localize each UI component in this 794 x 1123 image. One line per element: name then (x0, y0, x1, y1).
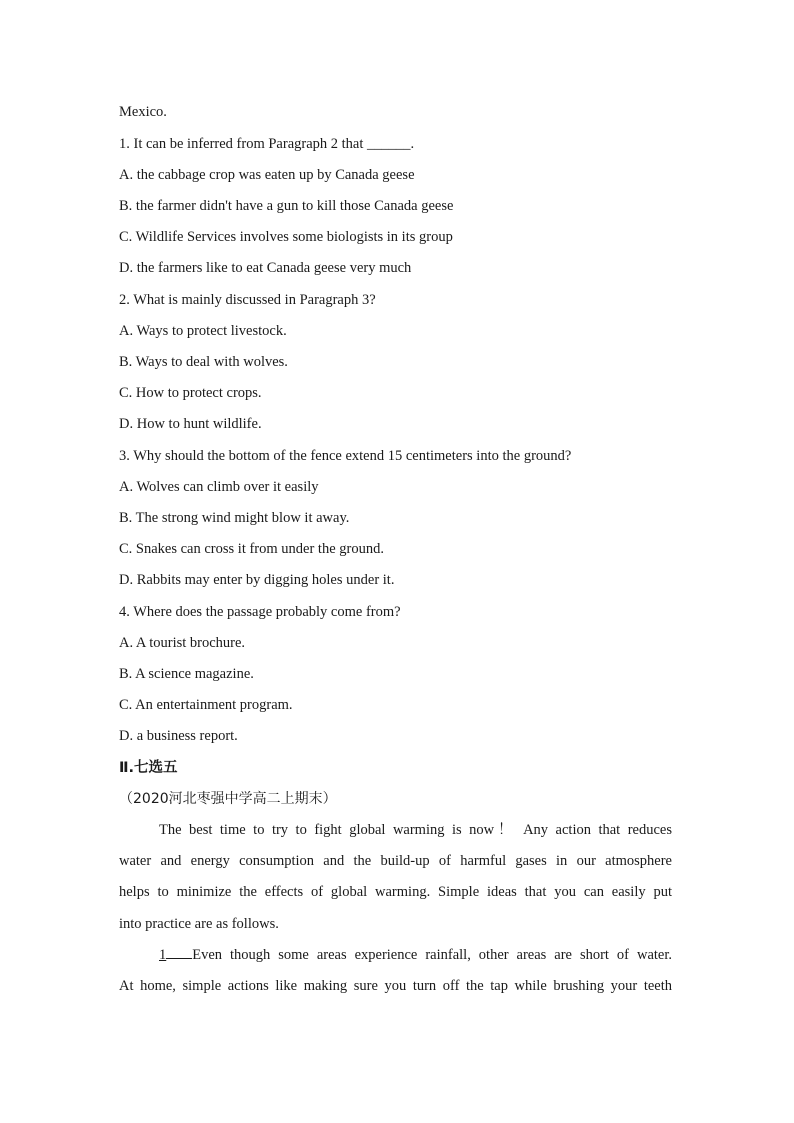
question-4-option-c: C. An entertainment program. (119, 697, 293, 713)
question-2-option-a: A. Ways to protect livestock. (119, 323, 287, 339)
question-3-option-c: C. Snakes can cross it from under the ground. (119, 541, 384, 557)
continuation-text: Mexico. (119, 104, 167, 120)
passage-p1-line-4: into practice are as follows. (119, 916, 279, 932)
question-2-option-b: B. Ways to deal with wolves. (119, 354, 288, 370)
question-1-option-a: A. the cabbage crop was eaten up by Canada geese (119, 167, 415, 183)
question-2-stem: 2. What is mainly discussed in Paragraph 3? (119, 292, 376, 308)
question-1-stem: 1. It can be inferred from Paragraph 2 that ______. (119, 136, 415, 152)
question-1-option-d: D. the farmers like to eat Canada geese very much (119, 260, 412, 276)
passage-p1-line-2: water and energy consumption and the build-up of harmful gases in our atmosphere (119, 853, 672, 869)
question-3-option-b: B. The strong wind might blow it away. (119, 510, 350, 526)
blank-1-number: 1 (159, 947, 167, 963)
passage-p1-line-3: helps to minimize the effects of global warming. Simple ideas that you can easily put (119, 884, 672, 900)
passage-p1-line-1: The best time to try to fight global warming is now！ Any action that reduces (159, 822, 672, 838)
passage-p2-line-2: At home, simple actions like making sure you turn off the tap while brushing your teeth (119, 978, 672, 994)
question-3-option-a: A. Wolves can climb over it easily (119, 479, 319, 495)
question-4-option-a: A. A tourist brochure. (119, 635, 246, 651)
passage-p2-line-1-text: Even though some areas experience rainfall, other areas are short of water. (192, 947, 672, 963)
question-3-option-d: D. Rabbits may enter by digging holes under it. (119, 572, 395, 588)
question-2-option-d: D. How to hunt wildlife. (119, 416, 262, 432)
section-source: （2020河北枣强中学高二上期末） (119, 791, 337, 807)
blank-1-line[interactable] (166, 946, 192, 959)
question-4-option-b: B. A science magazine. (119, 666, 254, 682)
question-4-option-d: D. a business report. (119, 728, 238, 744)
question-3-stem: 3. Why should the bottom of the fence extend 15 centimeters into the ground? (119, 448, 572, 464)
question-1-option-c: C. Wildlife Services involves some biologists in its group (119, 229, 453, 245)
passage-p2-line-1 (159, 946, 672, 964)
section-heading: Ⅱ.七选五 (119, 760, 178, 776)
question-2-option-c: C. How to protect crops. (119, 385, 262, 401)
question-4-stem: 4. Where does the passage probably come from? (119, 604, 401, 620)
question-1-option-b: B. the farmer didn't have a gun to kill those Canada geese (119, 198, 454, 214)
